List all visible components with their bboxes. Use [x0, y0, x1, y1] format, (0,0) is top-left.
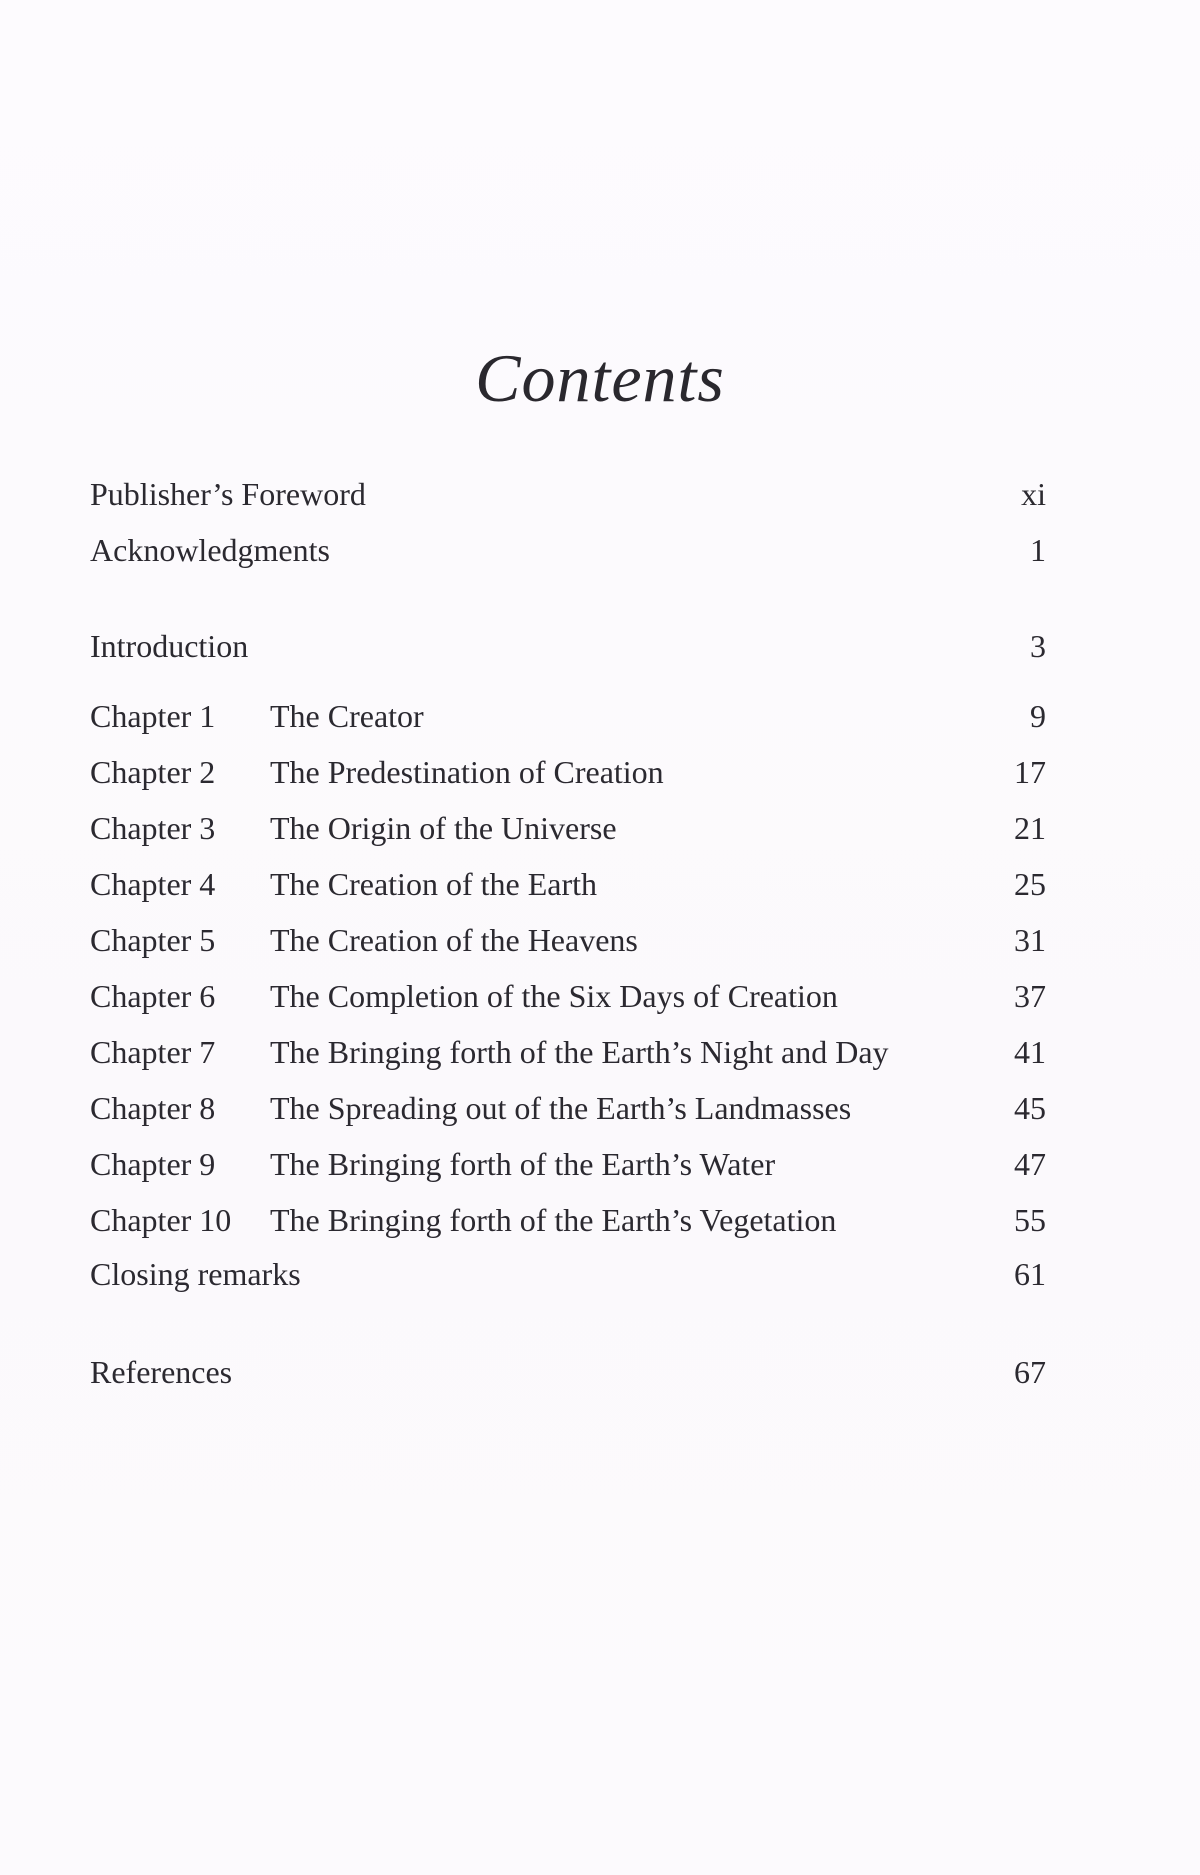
toc-entry-page: 3: [1030, 628, 1046, 664]
toc-entry-chapter-2[interactable]: [90, 752, 1046, 792]
toc-entry-acknowledgments[interactable]: [90, 530, 1046, 570]
toc-entry-page: 31: [1014, 922, 1046, 958]
chapter-title: The Bringing forth of the Earth’s Water: [270, 1146, 776, 1182]
chapter-title: The Spreading out of the Earth’s Landmasses: [270, 1090, 852, 1126]
toc-entry-page: 9: [1030, 698, 1046, 734]
chapter-title: The Bringing forth of the Earth’s Vegetation: [270, 1202, 837, 1238]
toc-entry-introduction[interactable]: [90, 626, 1046, 666]
toc-entry-page: 67: [1014, 1354, 1046, 1390]
toc-entry-chapter-1[interactable]: [90, 696, 1046, 736]
toc-entry-references[interactable]: [90, 1352, 1046, 1392]
chapter-number: Chapter 7: [90, 1034, 216, 1070]
toc-entry-publishers-foreword[interactable]: [90, 474, 1046, 514]
toc-entry-chapter-5[interactable]: [90, 920, 1046, 960]
chapter-number: Chapter 9: [90, 1146, 216, 1182]
chapter-number: Chapter 10: [90, 1202, 232, 1238]
chapter-number: Chapter 3: [90, 810, 216, 846]
toc-entry-page: 1: [1030, 532, 1046, 568]
table-of-contents: [90, 0, 1046, 1875]
chapter-title: The Bringing forth of the Earth’s Night and Day: [270, 1034, 889, 1070]
toc-entry-page: 21: [1014, 810, 1046, 846]
toc-entry-chapter-9[interactable]: [90, 1144, 1046, 1184]
chapter-title: The Creator: [270, 698, 424, 734]
toc-entry-page: 55: [1014, 1202, 1046, 1238]
chapter-title: The Completion of the Six Days of Creation: [270, 978, 838, 1014]
toc-entry-chapter-6[interactable]: [90, 976, 1046, 1016]
toc-entry-chapter-3[interactable]: [90, 808, 1046, 848]
toc-entry-page: 25: [1014, 866, 1046, 902]
chapter-number: Chapter 4: [90, 866, 216, 902]
chapter-number: Chapter 6: [90, 978, 216, 1014]
toc-entry-page: 41: [1014, 1034, 1046, 1070]
toc-entry-page: xi: [1021, 476, 1046, 512]
toc-entry-label: Publisher’s Foreword: [90, 476, 366, 512]
toc-entry-closing-remarks[interactable]: [90, 1254, 1046, 1294]
toc-entry-chapter-7[interactable]: [90, 1032, 1046, 1072]
toc-entry-label: References: [90, 1354, 233, 1390]
chapter-number: Chapter 8: [90, 1090, 216, 1126]
toc-entry-page: 61: [1014, 1256, 1046, 1292]
chapter-number: Chapter 5: [90, 922, 216, 958]
chapter-title: The Creation of the Earth: [270, 866, 597, 902]
chapter-title: The Predestination of Creation: [270, 754, 664, 790]
toc-entry-label: Closing remarks: [90, 1256, 301, 1292]
toc-entry-chapter-10[interactable]: [90, 1200, 1046, 1240]
chapter-title: The Creation of the Heavens: [270, 922, 638, 958]
chapter-number: Chapter 2: [90, 754, 216, 790]
toc-entry-page: 17: [1014, 754, 1046, 790]
toc-entry-page: 47: [1014, 1146, 1046, 1182]
toc-entry-label: Acknowledgments: [90, 532, 330, 568]
page-title: Contents: [475, 340, 725, 416]
toc-entry-page: 45: [1014, 1090, 1046, 1126]
toc-entry-label: Introduction: [90, 628, 249, 664]
toc-entry-chapter-4[interactable]: [90, 864, 1046, 904]
chapter-title: The Origin of the Universe: [270, 810, 617, 846]
chapter-number: Chapter 1: [90, 698, 216, 734]
toc-entry-page: 37: [1014, 978, 1046, 1014]
toc-entry-chapter-8[interactable]: [90, 1088, 1046, 1128]
